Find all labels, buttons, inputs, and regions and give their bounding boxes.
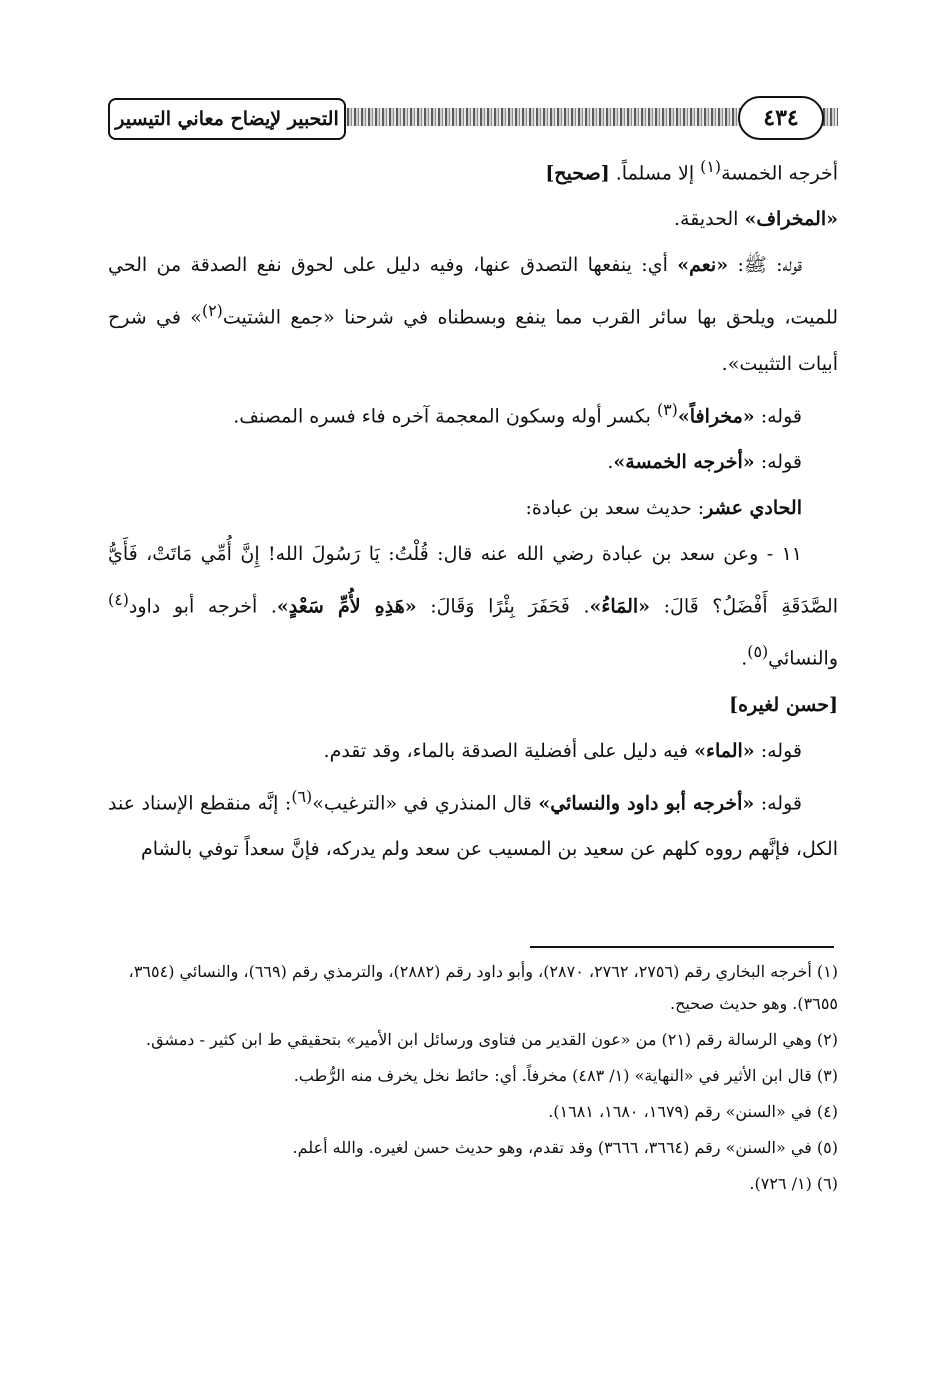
footnote-separator: [530, 946, 834, 948]
paragraph-commentary-5: قوله: «أخرجه أبو داود والنسائي» قال المنذري في «الترغيب»$^{(٦)}$: إنَّه منقطع الإسناد عند الكل، فإنَّهم رووه كلهم عن سعيد بن المسيب عن سعد ولم يدركه، فإنَّ سعداً توفي بالشام: [108, 786, 838, 860]
hadith-grade: [صحيح]: [545, 162, 610, 185]
footnote-4: (٤) في «السنن» رقم (١٦٧٩، ١٦٨٠، ١٦٨١).: [548, 1102, 838, 1121]
paragraph-commentary-2: قوله: «مخرافاً»$^{(٣)}$ بكسر أوله وسكون المعجمة آخره فاء فسره المصنف.: [233, 399, 802, 427]
footnote-ref: (١): [700, 157, 722, 176]
paragraph-commentary-3: قوله: «أخرجه الخمسة».: [607, 450, 802, 473]
footnote-ref: (٦): [291, 786, 313, 806]
running-header: [108, 98, 838, 144]
hadith-text: ١١ - وعن سعد بن عبادة رضي الله عنه قال: قُلْتُ: يَا رَسُولَ الله! إِنَّ أُمِّي مَاتَتْ، فَأَيُّ الصَّدَقَةِ أَفْضَلُ؟ قَالَ: «المَاءُ». فَحَفَرَ بِئْرًا وَقَالَ: «هَذِهِ لأُمِّ سَعْدٍ». أخرجه أبو داود$^{(٤)}$ والنسائي$^{(٥)}$.: [108, 542, 839, 670]
paragraph-definition: «المخراف» الحديقة.: [673, 208, 838, 231]
footnote-ref: (٥): [747, 642, 769, 662]
paragraph-commentary-4: قوله: «الماء» فيه دليل على أفضلية الصدقة بالماء، وقد تقدم.: [323, 739, 802, 762]
footnote-5: (٥) في «السنن» رقم (٣٦٦٤، ٣٦٦٦) وقد تقدم، وهو حديث حسن لغيره. والله أعلم.: [292, 1138, 838, 1157]
footnote-1: (١) أخرجه البخاري رقم (٢٧٥٦، ٢٧٦٢، ٢٨٧٠)، وأبو داود رقم (٢٨٨٢)، والترمذي رقم (٦٦٩)، والنسائي (٣٦٥٤، ٣٦٥٥). وهو حديث صحيح.: [128, 962, 838, 1013]
footnote-6: (٦) (١/ ٧٢٦).: [749, 1174, 838, 1193]
book-title: التحبير لإيضاح معاني التيسير: [108, 98, 346, 140]
footnote-2: (٢) وهي الرسالة رقم (٢١) من «عون القدير من فتاوى ورسائل ابن الأمير» بتحقيقي ط ابن كثير - دمشق.: [146, 1030, 838, 1049]
paragraph-commentary-1: قوله: ﷺ: «نعم» أي: ينفعها التصدق عنها، وفيه دليل على لحوق نفع الصدقة من الحي للميت، ويلحق بها سائر القرب مما ينفع وبسطناه في شرحنا «جمع الشتيت$^{(٢)}$» في شرح أبيات التثبيت».: [108, 254, 838, 375]
footnote-3: (٣) قال ابن الأثير في «النهاية» (١/ ٤٨٣) مخرفاً. أي: حائط نخل يخرف منه الرُّطب.: [293, 1066, 838, 1085]
hadith-grade: [حسن لغيره]: [729, 693, 838, 716]
section-heading: الحادي عشر: حديث سعد بن عبادة:: [525, 496, 802, 519]
footnote-ref: (٣): [656, 399, 678, 419]
footnote-ref: (٢): [201, 301, 223, 321]
footnotes: [108, 956, 838, 1200]
paragraph-source: أخرجه الخمسة$^{(١)}$ إلا مسلماً. [صحيح]: [545, 157, 838, 185]
page-number: ٤٣٤: [738, 96, 824, 140]
main-text: [108, 144, 838, 872]
footnote-ref: (٤): [108, 589, 129, 609]
